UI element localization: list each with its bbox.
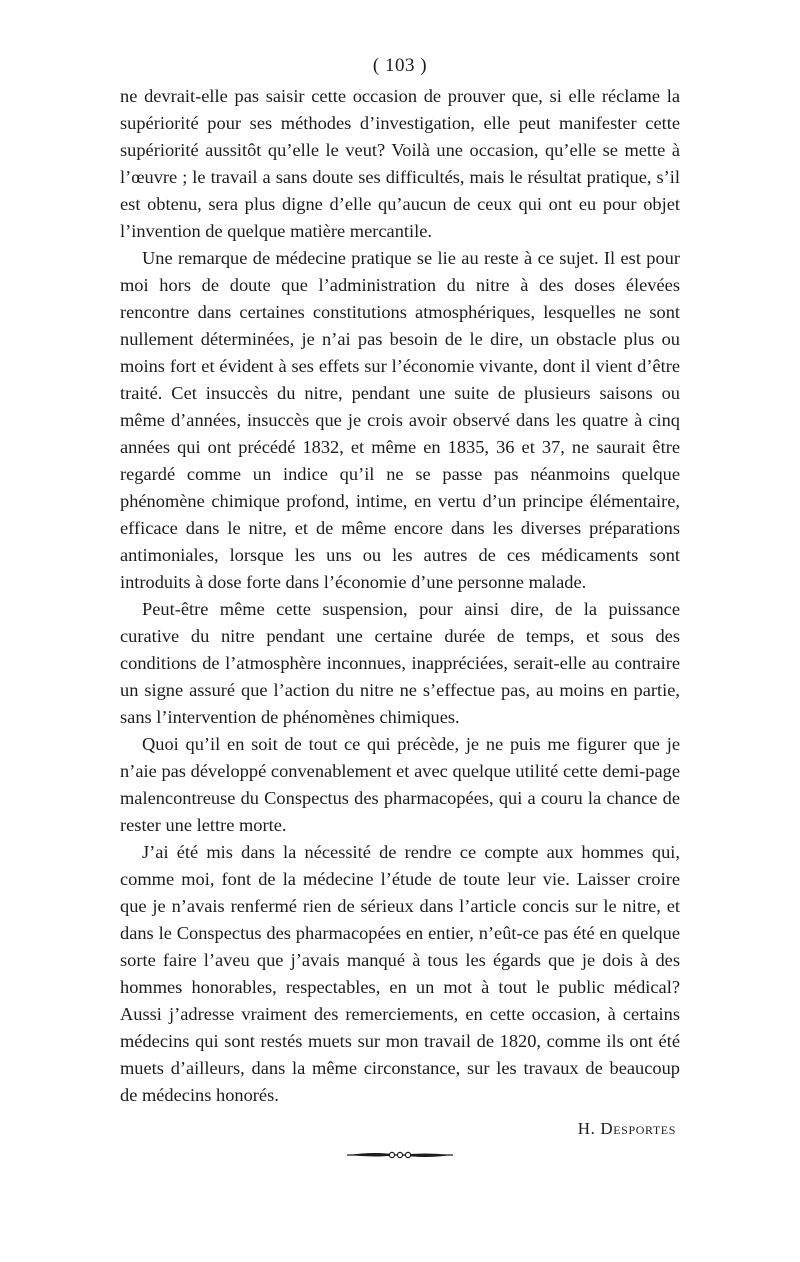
- document-page: [120, 55, 680, 1161]
- paragraph-1: ne devrait-elle pas saisir cette occasion de prouver que, si elle réclame la supériorité pour ses méthodes d’investigation, elle peut manifester cette supériorité aussitôt qu’elle le veut? Voilà une occasion, qu’elle se mette à l’œuvre ; le travail a sans doute ses difficultés, mais le résultat pratique, s’il est obtenu, sera plus digne d’elle qu’aucun de ceux qui ont eu pour objet l’invention de quelque matière mercantile.: [120, 86, 680, 241]
- author-signature: H. Desportes: [577, 1119, 676, 1138]
- paragraph-4: Quoi qu’il en soit de tout ce qui précède, je ne puis me figurer que je n’aie pas développé convenablement et avec quelque utilité cette demi-page malencontreuse du Conspectus des pharmacopées, qui a couru la chance de rester une lettre morte.: [120, 734, 680, 835]
- paragraph-5: J’ai été mis dans la nécessité de rendre ce compte aux hommes qui, comme moi, font de la médecine l’étude de toute leur vie. Laisser croire que je n’avais renfermé rien de sérieux dans l’article concis sur le nitre, et dans le Conspectus des pharmacopées en entier, n’eût-ce pas été en quelque sorte faire l’aveu que j’avais manqué à tous les égards que je dois à des hommes honorables, respectables, en un mot à tout le public médical? Aussi j’adresse vraiment des remerciements, en cette occasion, à certains médecins qui sont restés muets sur mon travail de 1820, comme ils ont été muets d’ailleurs, dans la même circonstance, sur les travaux de beaucoup de médecins honorés.: [120, 842, 680, 1105]
- page-number: ( 103 ): [372, 55, 428, 76]
- end-ornament: [345, 1149, 455, 1161]
- paragraph-2: Une remarque de médecine pratique se lie au reste à ce sujet. Il est pour moi hors de doute que l’administration du nitre à des doses élevées rencontre dans certaines constitutions atmosphériques, lesquelles ne sont nullement déterminées, je n’ai pas besoin de le dire, un obstacle plus ou moins fort et évident à ses effets sur l’économie vivante, dont il vient d’être traité. Cet insuccès du nitre, pendant une suite de plusieurs saisons ou même d’années, insuccès que je crois avoir observé dans les quatre à cinq années qui ont précédé 1832, et même en 1835, 36 et 37, ne saurait être regardé comme un indice qu’il ne se passe pas néanmoins quelque phénomène chimique profond, intime, en vertu d’un principe élémentaire, efficace dans le nitre, et de même encore dans les diverses préparations antimoniales, lorsque les uns ou les autres de ces médicaments sont introduits à dose forte dans l’économie d’une personne malade.: [120, 248, 680, 592]
- paragraph-3: Peut-être même cette suspension, pour ainsi dire, de la puissance curative du nitre pendant une certaine durée de temps, et sous des conditions de l’atmosphère inconnues, inappréciées, serait-elle au contraire un signe assuré que l’action du nitre ne s’effectue pas, au moins en partie, sans l’intervention de phénomènes chimiques.: [120, 599, 680, 727]
